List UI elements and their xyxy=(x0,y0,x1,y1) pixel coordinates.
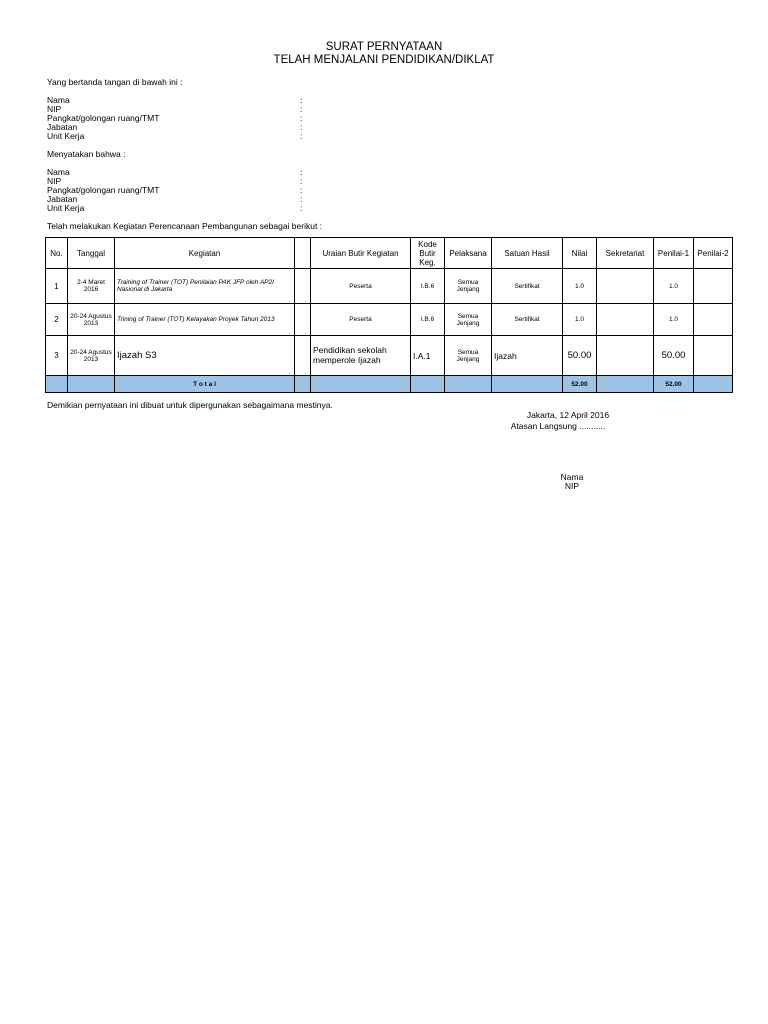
cell-spacer xyxy=(295,269,311,304)
field-colon: : xyxy=(300,113,303,123)
subject-field-label: Unit Kerja xyxy=(47,203,85,213)
field-colon: : xyxy=(300,194,303,204)
signature-name: Nama xyxy=(560,472,584,482)
total-cell-empty xyxy=(311,376,411,393)
subject-field-label: Nama xyxy=(47,167,70,177)
cell-penilai1: 1.0 xyxy=(654,304,694,336)
table-row xyxy=(46,304,733,336)
cell-satuan: Sertifikat xyxy=(492,269,563,304)
table-total-row xyxy=(46,376,733,393)
cell-spacer xyxy=(295,304,311,336)
cell-spacer xyxy=(295,336,311,376)
col-header-tanggal: Tanggal xyxy=(68,238,115,269)
signer-field-label: NIP xyxy=(47,104,62,114)
cell-kegiatan: Training of Trainer (TOT) Penilaian PAK JFP oleh AP2I Nasional di Jakarta xyxy=(115,269,295,304)
cell-kode: I.B.6 xyxy=(411,304,445,336)
cell-pelaksana: Semua Jenjang xyxy=(445,269,492,304)
total-cell-empty xyxy=(295,376,311,393)
closing-text: Demikian pernyataan ini dibuat untuk dipergunakan sebagaimana mestinya. xyxy=(47,400,333,410)
signature-place-date: Jakarta, 12 April 2016 xyxy=(526,410,610,420)
field-colon: : xyxy=(300,167,303,177)
cell-uraian: Peserta xyxy=(311,304,411,336)
col-header-satuan: Satuan Hasil xyxy=(492,238,563,269)
total-label: T o t a l xyxy=(115,376,295,393)
col-header-spacer xyxy=(295,238,311,269)
cell-no: 2 xyxy=(46,304,68,336)
cell-satuan: Sertifikat xyxy=(492,304,563,336)
cell-kode: I.A.1 xyxy=(411,336,445,376)
col-header-kode: Kode Butir Keg. xyxy=(411,238,445,269)
total-cell-empty xyxy=(411,376,445,393)
total-nilai: 52.00 xyxy=(563,376,597,393)
total-cell-empty xyxy=(694,376,733,393)
field-colon: : xyxy=(300,176,303,186)
col-header-uraian: Uraian Butir Kegiatan xyxy=(311,238,411,269)
total-cell-empty xyxy=(445,376,492,393)
cell-nilai: 1.0 xyxy=(563,269,597,304)
field-colon: : xyxy=(300,122,303,132)
signer-field-label: Unit Kerja xyxy=(47,131,85,141)
cell-pelaksana: Semua Jenjang xyxy=(445,336,492,376)
table-row xyxy=(46,336,733,376)
total-cell-empty xyxy=(597,376,654,393)
cell-kegiatan: Trining of Trainer (TOT) Kelayakan Proyek Tahun 2013 xyxy=(115,304,295,336)
total-penilai1: 52.00 xyxy=(654,376,694,393)
cell-tanggal: 2-4 Maret 2016 xyxy=(68,269,115,304)
signature-role: Atasan Langsung ........... xyxy=(510,421,606,431)
signer-field-label: Jabatan xyxy=(47,122,78,132)
cell-penilai1: 1.0 xyxy=(654,269,694,304)
col-header-nilai: Nilai xyxy=(563,238,597,269)
cell-nilai: 50.00 xyxy=(563,336,597,376)
doc-title-line2: TELAH MENJALANI PENDIDIKAN/DIKLAT xyxy=(273,54,495,66)
subject-field-label: Pangkat/golongan ruang/TMT xyxy=(47,185,160,195)
total-cell-empty xyxy=(68,376,115,393)
cell-no: 1 xyxy=(46,269,68,304)
col-header-penilai1: Penilai-1 xyxy=(654,238,694,269)
total-cell-empty xyxy=(46,376,68,393)
signer-field-label: Nama xyxy=(47,95,70,105)
total-cell-empty xyxy=(492,376,563,393)
cell-tanggal: 20-24 Agustus 2013 xyxy=(68,336,115,376)
col-header-kegiatan: Kegiatan xyxy=(115,238,295,269)
cell-kegiatan: Ijazah S3 xyxy=(115,336,295,376)
col-header-penilai2: Penilai-2 xyxy=(694,238,733,269)
doc-title-line1: SURAT PERNYATAAN xyxy=(325,41,443,53)
cell-sekretariat xyxy=(597,269,654,304)
cell-uraian: Pendidikan sekolah memperole Ijazah xyxy=(311,336,411,376)
subject-field-label: NIP xyxy=(47,176,62,186)
activity-table xyxy=(45,237,733,393)
field-colon: : xyxy=(300,104,303,114)
cell-penilai2 xyxy=(694,304,733,336)
cell-no: 3 xyxy=(46,336,68,376)
field-colon: : xyxy=(300,131,303,141)
col-header-sekretariat: Sekretariat xyxy=(597,238,654,269)
cell-sekretariat xyxy=(597,336,654,376)
subject-field-label: Jabatan xyxy=(47,194,78,204)
cell-penilai2 xyxy=(694,269,733,304)
cell-penilai2 xyxy=(694,336,733,376)
intro-text: Yang bertanda tangan di bawah ini : xyxy=(47,77,183,87)
cell-satuan: Ijazah xyxy=(492,336,563,376)
field-colon: : xyxy=(300,185,303,195)
field-colon: : xyxy=(300,95,303,105)
cell-penilai1: 50.00 xyxy=(654,336,694,376)
signer-field-label: Pangkat/golongan ruang/TMT xyxy=(47,113,160,123)
cell-nilai: 1.0 xyxy=(563,304,597,336)
cell-pelaksana: Semua Jenjang xyxy=(445,304,492,336)
field-colon: : xyxy=(300,203,303,213)
cell-kode: I.B.6 xyxy=(411,269,445,304)
table-row xyxy=(46,269,733,304)
activity-intro: Telah melakukan Kegiatan Perencanaan Pembangunan sebagai berikut : xyxy=(47,221,323,231)
cell-sekretariat xyxy=(597,304,654,336)
signature-nip: NIP xyxy=(564,481,580,491)
col-header-no: No. xyxy=(46,238,68,269)
col-header-pelaksana: Pelaksana xyxy=(445,238,492,269)
declare-text: Menyatakan bahwa : xyxy=(47,149,126,159)
table-header-row xyxy=(46,238,733,269)
cell-uraian: Peserta xyxy=(311,269,411,304)
cell-tanggal: 20-24 Agustus 2013 xyxy=(68,304,115,336)
